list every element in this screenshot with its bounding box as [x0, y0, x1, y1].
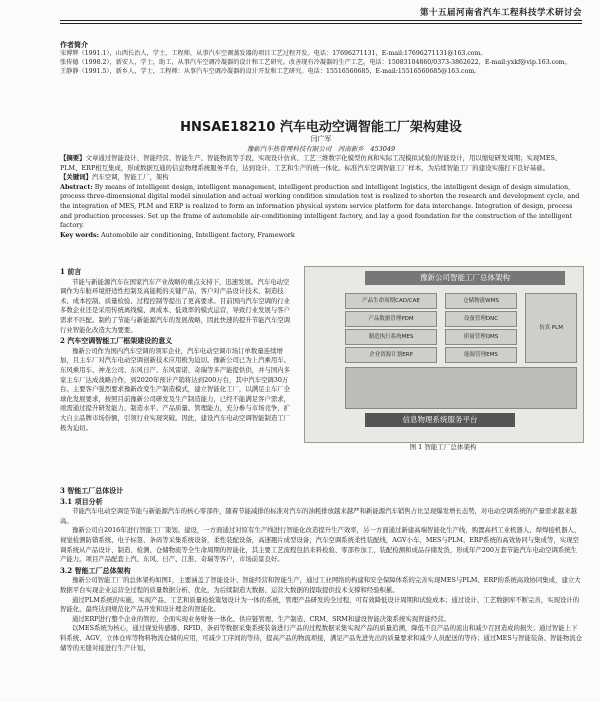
paragraph: 豫新公司自2016年进行智能工厂策划、建设，一方面通过对原有生产线进行智能化改造提升生产效率，另一方面通过新建高端智能化生产线，购置高档工业机器人、焊焊接机器人、视觉检测防错系统、电子标签、条码等采集系统设备，柔性装配设备，高速翘片成型设备，汽车空调系统柔性装配线，AGV小车、MES与PLM、ERP系统的高效协同与集成等，实现空调系统从产品设计、制造、检测、仓储物流等全生命周期的智能化，其主要工艺流程包括来料检验、零部件加工、装配检测和成品存储发货，形成年产200万套节能汽车电动空调系统生产能力。项目产品配套上汽、东风、日产、江淮、奇瑞等客户，市场前景良好。 — [60, 526, 581, 564]
figure-frame — [304, 266, 584, 443]
figure-title: 豫新公司智能工厂总体架构 — [365, 271, 565, 285]
paragraph: 以MES系统为核心，通过视觉传感器、RFID、条码等数据采集系统装备进行产品的过程数据采集实现产品的质量追溯，降低不良产品的流出和减少召回造成的损失；通过智能上下料系统、AGV，立体仓库等物料物流仓储的应用，可减少工序间的等待，提高产品的物流琐接，满足产品先进先出的质量要求和减少人员配送的等待；通过MES与智能装备、智能物流仓储等的无缝对接进行生产计划、 — [60, 624, 582, 652]
left-column — [60, 266, 294, 433]
subsection-heading: 3.2 智能工厂总体架构 — [60, 565, 131, 575]
author-bios-title: 作者简介 — [60, 40, 88, 49]
figure-box: 设备管理DNC — [445, 311, 517, 327]
header-rule-thin — [60, 23, 582, 24]
author-bio-line: 宋博辉（1991.1），山西长治人，学士，工程师，从事汽车空调蒸发器的项目工艺过程开发。电话：17696271131，E-mail:17696271131@163.com。 — [60, 50, 487, 57]
figure-box: 制造执行系统MES — [345, 329, 437, 345]
keywords-zh-text: 汽车空调，智能工厂，架构 — [91, 173, 169, 182]
paragraph: 豫新公司作为国内汽车空调的领军企业，汽车电动空调市场订单数量连续增加，且主车厂对汽车电动空调创新技术应用极为迫切。豫新公司已为上汽乘用车、东风乘用车、神龙公司、东风日产、东风雷诺、奇瑞等多产能提供供，并与国内多家主车厂达成战略合作，到2020年预计产销将达到200万台，其中汽车空调30万台。主要客户强烈要求豫新改变生产制造模式，建立智能化工厂，以满足主车厂全球化发展要求，按照目前豫新公司研发及生产制造能力，已经不能满足客户需求，亟需通过提升研发能力、制造水平、产品质量、管理能力，充分参与市场竞争，扩大自主品牌市场份额，引领行业实现突破。因此，建设汽车电动空调智能制造工厂极为迫切。 — [60, 346, 291, 432]
author-bio-line: 张传德（1998.2），新安人，学士，助工，从事汽车空调冷凝器的设计和工艺研究。改善现有冷凝器的生产工艺。电话：15083104860/0373-3862622，E-mail:yxkf@vip.163.com。 — [60, 59, 571, 66]
abstract-en-text: By means of intelligent design, intelligent management, intelligent production and intelligent logistics, the intelligent design of design simulation, process three-dimensional digital model simulation and actual working condition simulation test is realized to shorten the research and development cycle, and the integration of MES, PLM and ERP is realized to form an information physical system service platform for data interchange. Integration of design, process and production processes. Set up the frame of automobile air-conditioning intelligent factory, and lay a good foundation for the construction of the intelligent factory. — [60, 182, 580, 230]
section-heading: 1 前言 — [60, 267, 82, 276]
running-head: 第十五届河南省汽车工程科技学术研讨会 — [419, 8, 582, 18]
paragraph: 节能汽车电动空调是节能与新能源汽车的核心零部件，随着节能减排的标准对汽车的油耗排放越来越严和新能源汽车销售占比呈现爆发增长态势，对电动空调系统的产量需求越来越高。 — [60, 507, 577, 525]
figure-equipment-band — [345, 367, 577, 409]
abstract-zh-label: 【摘要】 — [60, 154, 86, 162]
section-heading: 3 智能工厂总体设计 — [60, 486, 124, 495]
abstract-en-label: Abstract: — [60, 182, 93, 191]
figure-box: 仓储物流WMS — [445, 293, 517, 309]
keywords-zh-label: 【关键词】 — [60, 173, 92, 182]
paper-affiliation: 豫新汽车热管理科技有限公司 河南新乡 453049 — [246, 145, 396, 153]
figure-box: 质量管理QMS — [445, 329, 517, 345]
figure-box: 能源管理EMS — [445, 347, 517, 363]
figure-box: 仿真 PLM — [525, 293, 577, 363]
paper-author: 闫广军 — [310, 135, 332, 143]
section-3 — [60, 485, 582, 653]
figure-box: 产品生命周期CAD/CAE — [345, 293, 437, 309]
paragraph: 通过PLM系统的实施，实现产品、工艺和质量检验策划设计为一体的系统，管理产品研发的全过程，可有效降低设计周期和试验成本；通过设计、工艺数据库不断完善，实现设计的智能化，最终达到规范化产品开发和设计理念的智能化。 — [60, 595, 580, 614]
section-heading: 2 汽车空调智能工厂框架建设的意义 — [60, 336, 173, 346]
architecture-figure — [304, 266, 582, 451]
paragraph: 通过ERP进行整个企业的管控，全面实现业务财务一体化、供应链管理、生产制造、CRM、SRM和建设智能决策系统实现智能经营。 — [72, 614, 451, 623]
paper-title: HNSAE18210 汽车电动空调智能工厂架构建设 — [180, 120, 462, 135]
author-bio-line: 王静静（1991.5），新乡人，学士，工程师：从事汽车空调冷凝器的设计开发和工艺研究。电话：15516560685，E-mail:15516560685@163.com。 — [60, 68, 481, 75]
subsection-heading: 3.1 项目分析 — [60, 496, 103, 506]
header-rule — [60, 20, 582, 21]
abstract-block — [60, 154, 582, 240]
abstract-zh-text: 文章通过智能设计、智能经营、智能生产、智能物流等手段，实现设计仿真、工艺三维数字化模型仿真和实际工况模拟试验的智能设计，用以缩短研发周期；实现MES、PLM、ERP相互集成，形成数据互通的信息物理系统服务平台，达到设计、工艺和生产的统一体化。标准汽车空调智能工厂样本，为后续智能工厂的建设实施打下良好基础。 — [60, 154, 562, 172]
paragraph: 节能与新能源汽车在国家汽车产业战略的重点支持下，迅速发展。汽车电动空调作为车舱环境舒适性控制及高能耗的关键产品，客户对产品设计技术、制造技术、成本控制、质量检验、过程控制等提出了更高要求。目前国内汽车空调的行业多数企业还是采用传统离线模、离成本、低效率的模式运营，导致行业发展与客户需求不匹配。制约了节能与新能源汽车的发展战略，因此快速的提升节能汽车空调行业智能化改造大为要要。 — [60, 277, 291, 334]
keywords-en-label: Key words: — [60, 230, 99, 239]
figure-caption: 图 1 智能工厂总体架构 — [409, 443, 477, 451]
figure-box: 企业资源计划ERP — [345, 347, 437, 363]
keywords-en-text: Automobile air conditioning, Intelligent factory, Framework — [101, 230, 295, 239]
paragraph: 豫新公司智能工厂的总体架构如图1，主要涵盖了智能设计、智能经营和智能生产，通过工业网络的构建和安全保障体系的完善实现MES与PLM、ERP的系统高效协同集成，建立大数据平台实现企业运营全过程的质量数据分析、优化，为后续制造大数据、运营大数据的提取提供技术支撑和经验积累。 — [60, 576, 581, 594]
author-bios — [60, 40, 582, 76]
figure-bottom-bar: 信息物理系统服务平台 — [365, 413, 515, 427]
figure-box: 产品数据管理PDM — [345, 311, 437, 327]
